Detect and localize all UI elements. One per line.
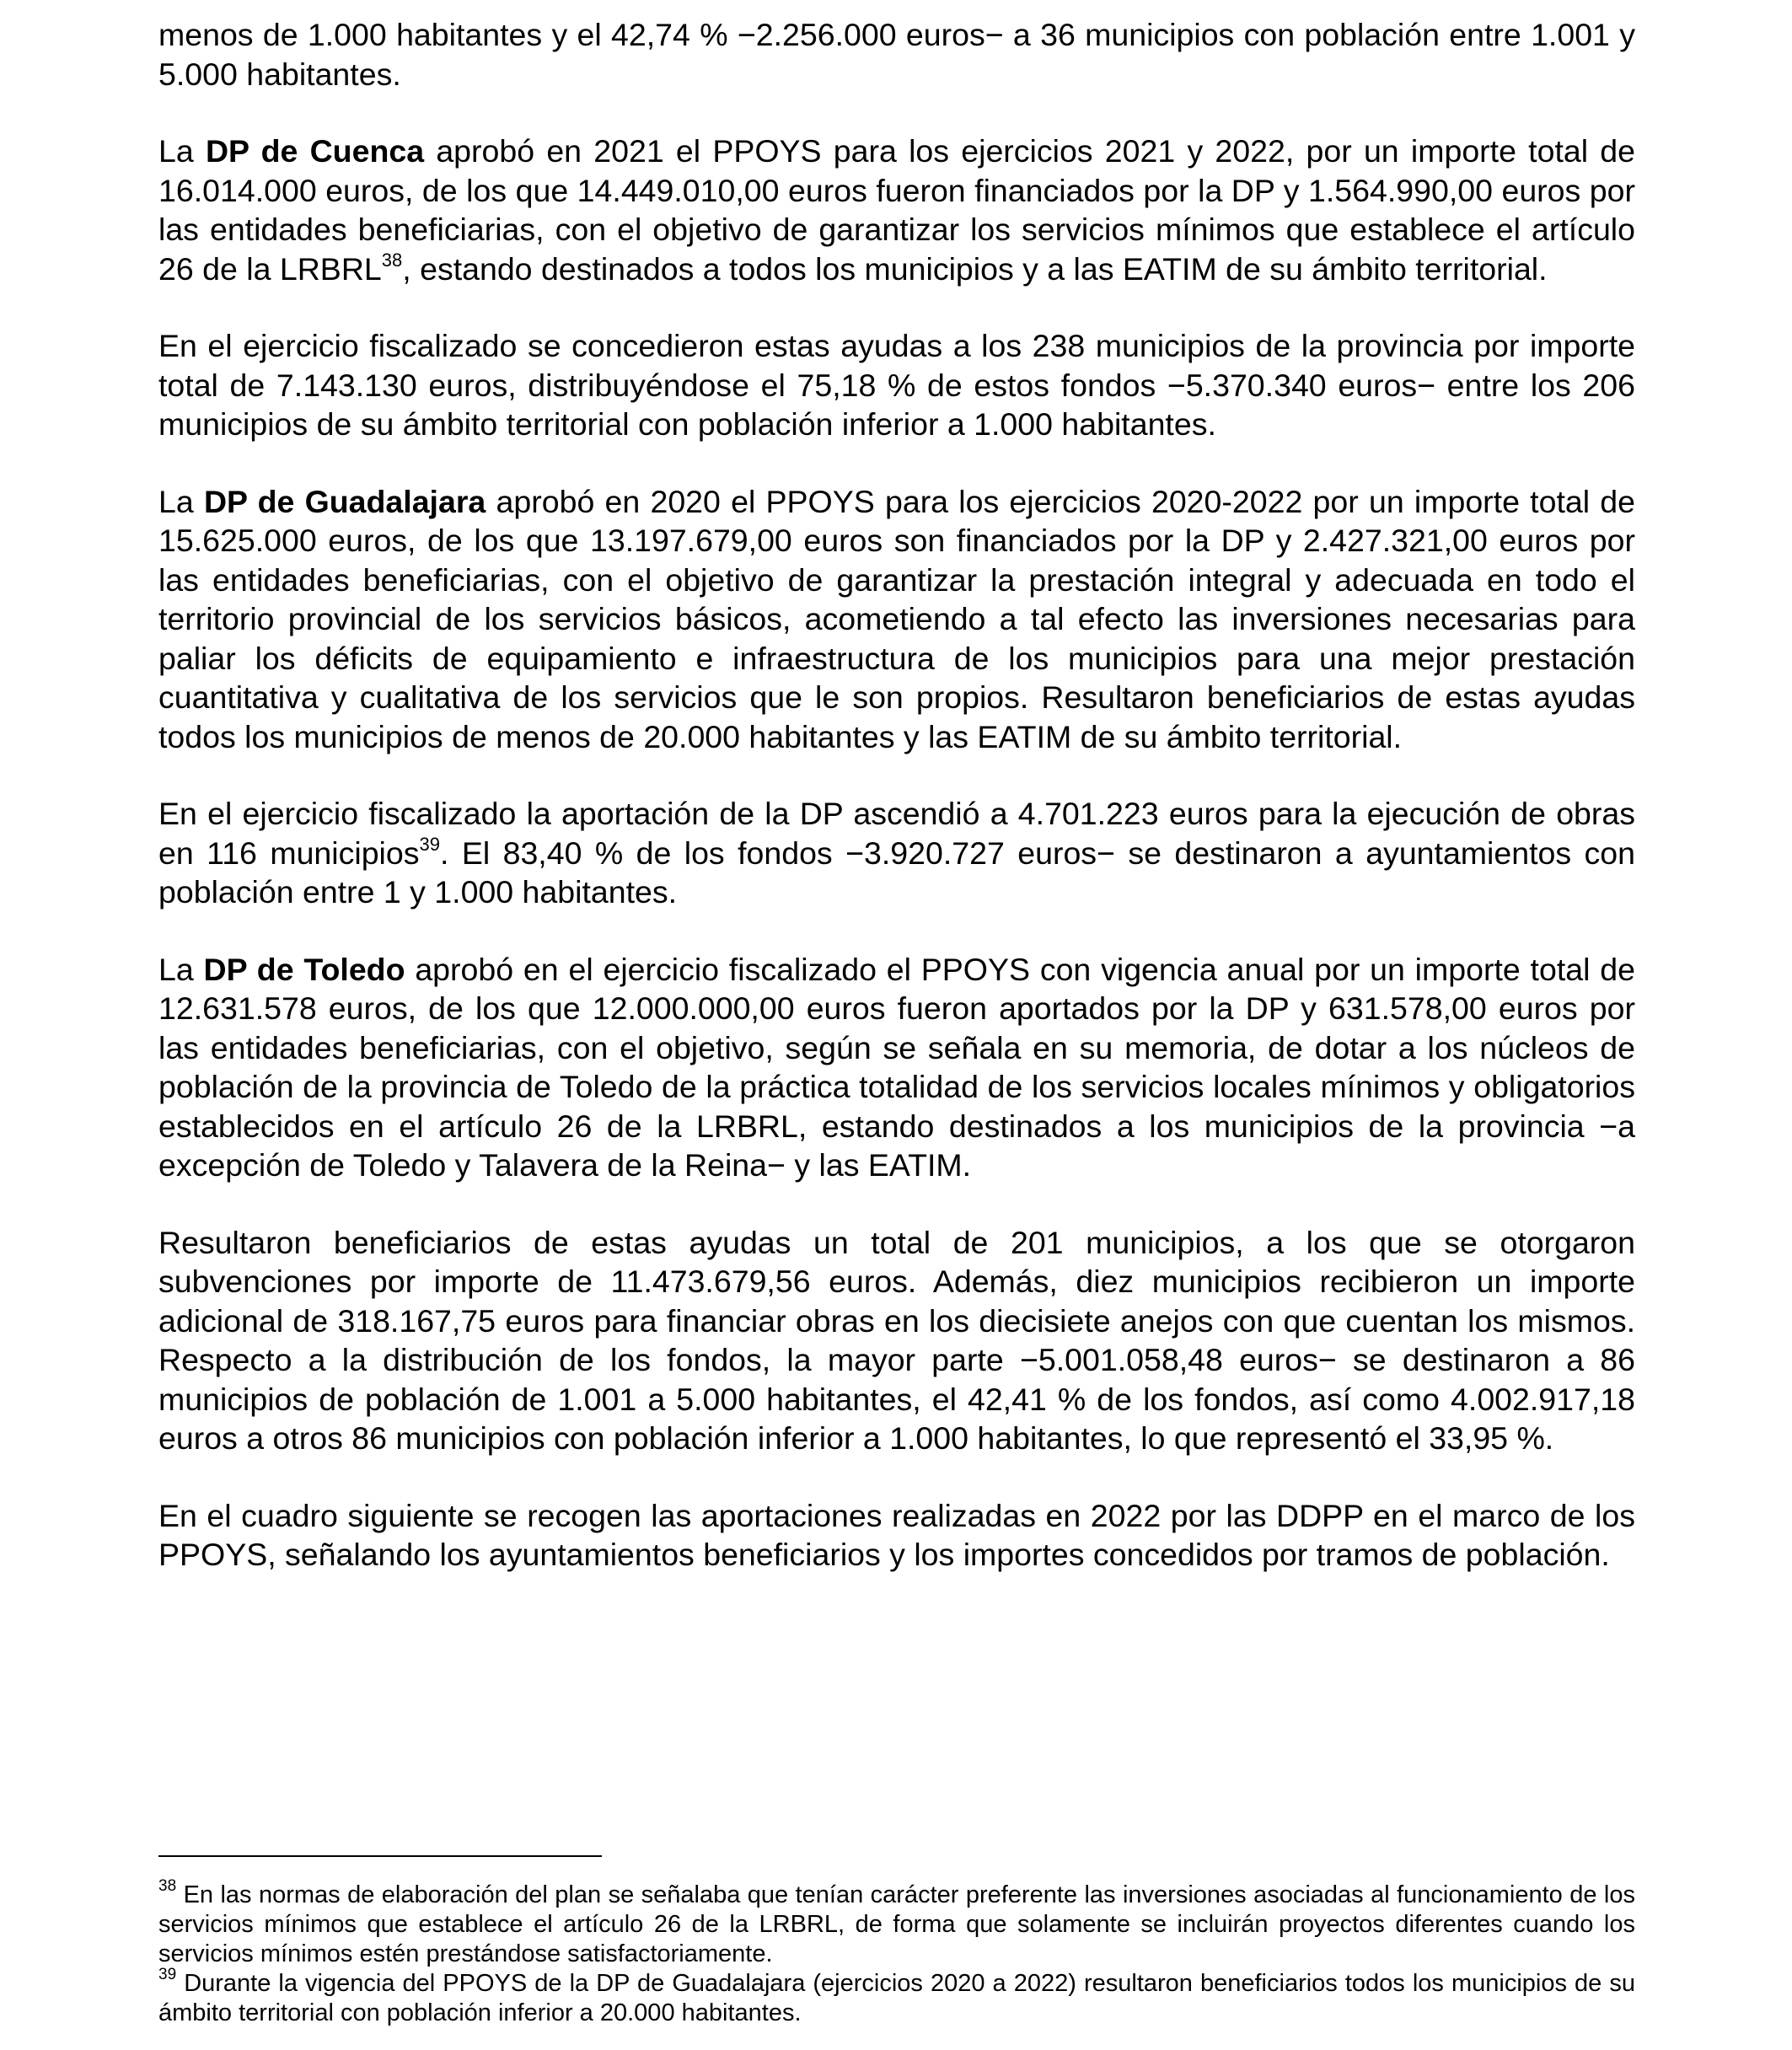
paragraph-text: menos de 1.000 habitantes y el 42,74 % −2.256.000 euros− a 36 municipios con población entre 1.001 y 5.000 habitantes. <box>158 17 1635 92</box>
footnote-number: 38 <box>158 1877 177 1896</box>
footnote-separator <box>158 1855 602 1857</box>
paragraph-dp-guadalajara <box>158 482 1635 757</box>
footnote-ref-38[interactable]: 38 <box>381 250 403 271</box>
entity-name-guadalajara: DP de Guadalajara <box>203 483 486 519</box>
paragraph-text: La <box>158 951 204 987</box>
footnote-text: En las normas de elaboración del plan se señalaba que tenían carácter preferente las inversiones asociadas al funcionamiento de los servicios mínimos que establece el artículo 26 de la LRBRL, de forma que solamente se incluirán proyectos diferentes cuando los servicios mínimos estén prestándose satisfactoriamente. <box>158 1881 1635 1967</box>
document-body <box>158 15 1635 1613</box>
footnote-text: Durante la vigencia del PPOYS de la DP de Guadalajara (ejercicios 2020 a 2022) resultaron beneficiarios todos los municipios de su ámbito territorial con población inferior a 20.000 habitantes. <box>158 1970 1635 2026</box>
paragraph-text: aprobó en el ejercicio fiscalizado el PPOYS con vigencia anual por un importe total de 12.631.578 euros, de los que 12.000.000,00 euros fueron aportados por la DP y 631.578,00 euros por las entidades beneficiarias, con el objetivo, según se señala en su memoria, de dotar a los núcleos de población de la provincia de Toledo de la práctica totalidad de los servicios locales mínimos y obligatorios establecidos en el artículo 26 de la LRBRL, estando destinados a los municipios de la provincia −a excepción de Toledo y Talavera de la Reina− y las EATIM. <box>158 951 1635 1183</box>
footnote-number: 39 <box>158 1966 177 1984</box>
paragraph-text: aprobó en 2021 el PPOYS para los ejercicios 2021 y 2022, por un importe total de 16.014.000 euros, de los que 14.449.010,00 euros fueron financiados por la DP y 1.564.990,00 euros por las entidades beneficiarias, con el objetivo de garantizar los servicios mínimos que establece el artículo 26 de la LRBRL <box>158 133 1635 287</box>
paragraph-table-intro <box>158 1496 1635 1575</box>
paragraph-guadalajara-distribution <box>158 794 1635 912</box>
footnote-39 <box>158 1966 1635 2028</box>
entity-name-cuenca: DP de Cuenca <box>205 133 425 169</box>
paragraph-text: Resultaron beneficiarios de estas ayudas un total de 201 municipios, a los que se otorgaron subvenciones por importe de 11.473.679,56 euros. Además, diez municipios recibieron un importe adicional de 318.167,75 euros para financiar obras en los diecisiete anejos con que cuentan los mismos. Respecto a la distribución de los fondos, la mayor parte −5.001.058,48 euros− se destinaron a 86 municipios de población de 1.001 a 5.000 habitantes, el 42,41 % de los fondos, así como 4.002.917,18 euros a otros 86 municipios con población inferior a 1.000 habitantes, lo que representó el 33,95 %. <box>158 1224 1635 1456</box>
paragraph-text: , estando destinados a todos los municipios y a las EATIM de su ámbito territorial. <box>402 250 1548 287</box>
paragraph-cuenca-distribution <box>158 326 1635 444</box>
paragraph-text: En el ejercicio fiscalizado se concedieron estas ayudas a los 238 municipios de la provincia por importe total de 7.143.130 euros, distribuyéndose el 75,18 % de estos fondos −5.370.340 euros− entre los 206 municipios de su ámbito territorial con población inferior a 1.000 habitantes. <box>158 328 1635 442</box>
paragraph-continuation <box>158 15 1635 94</box>
entity-name-toledo: DP de Toledo <box>203 951 405 987</box>
paragraph-text: aprobó en 2020 el PPOYS para los ejercicios 2020-2022 por un importe total de 15.625.000 euros, de los que 13.197.679,00 euros son financiados por la DP y 2.427.321,00 euros por las entidades beneficiarias, con el objetivo de garantizar la prestación integral y adecuada en todo el territorio provincial de los servicios básicos, acometiendo a tal efecto las inversiones necesarias para paliar los déficits de equipamiento e infraestructura de los municipios para una mejor prestación cuantitativa y cualitativa de los servicios que le son propios. Resultaron beneficiarios de estas ayudas todos los municipios de menos de 20.000 habitantes y las EATIM de su ámbito territorial. <box>158 483 1635 754</box>
paragraph-text: . El 83,40 % de los fondos −3.920.727 euros− se destinaron a ayuntamientos con población entre 1 y 1.000 habitantes. <box>158 834 1635 910</box>
footnote-ref-39[interactable]: 39 <box>419 834 440 855</box>
paragraph-dp-toledo <box>158 950 1635 1185</box>
paragraph-dp-cuenca <box>158 131 1635 288</box>
footnote-38 <box>158 1877 1635 1969</box>
paragraph-toledo-distribution <box>158 1223 1635 1458</box>
paragraph-text: La <box>158 133 206 169</box>
paragraph-text: La <box>158 483 204 519</box>
paragraph-text: En el ejercicio fiscalizado la aportación de la DP ascendió a 4.701.223 euros para la ejecución de obras en 116 municipios <box>158 796 1635 871</box>
paragraph-text: En el cuadro siguiente se recogen las aportaciones realizadas en 2022 por las DDPP en el marco de los PPOYS, señalando los ayuntamientos beneficiarios y los importes concedidos por tramos de población. <box>158 1497 1635 1572</box>
footnotes-section <box>158 1855 1635 2028</box>
